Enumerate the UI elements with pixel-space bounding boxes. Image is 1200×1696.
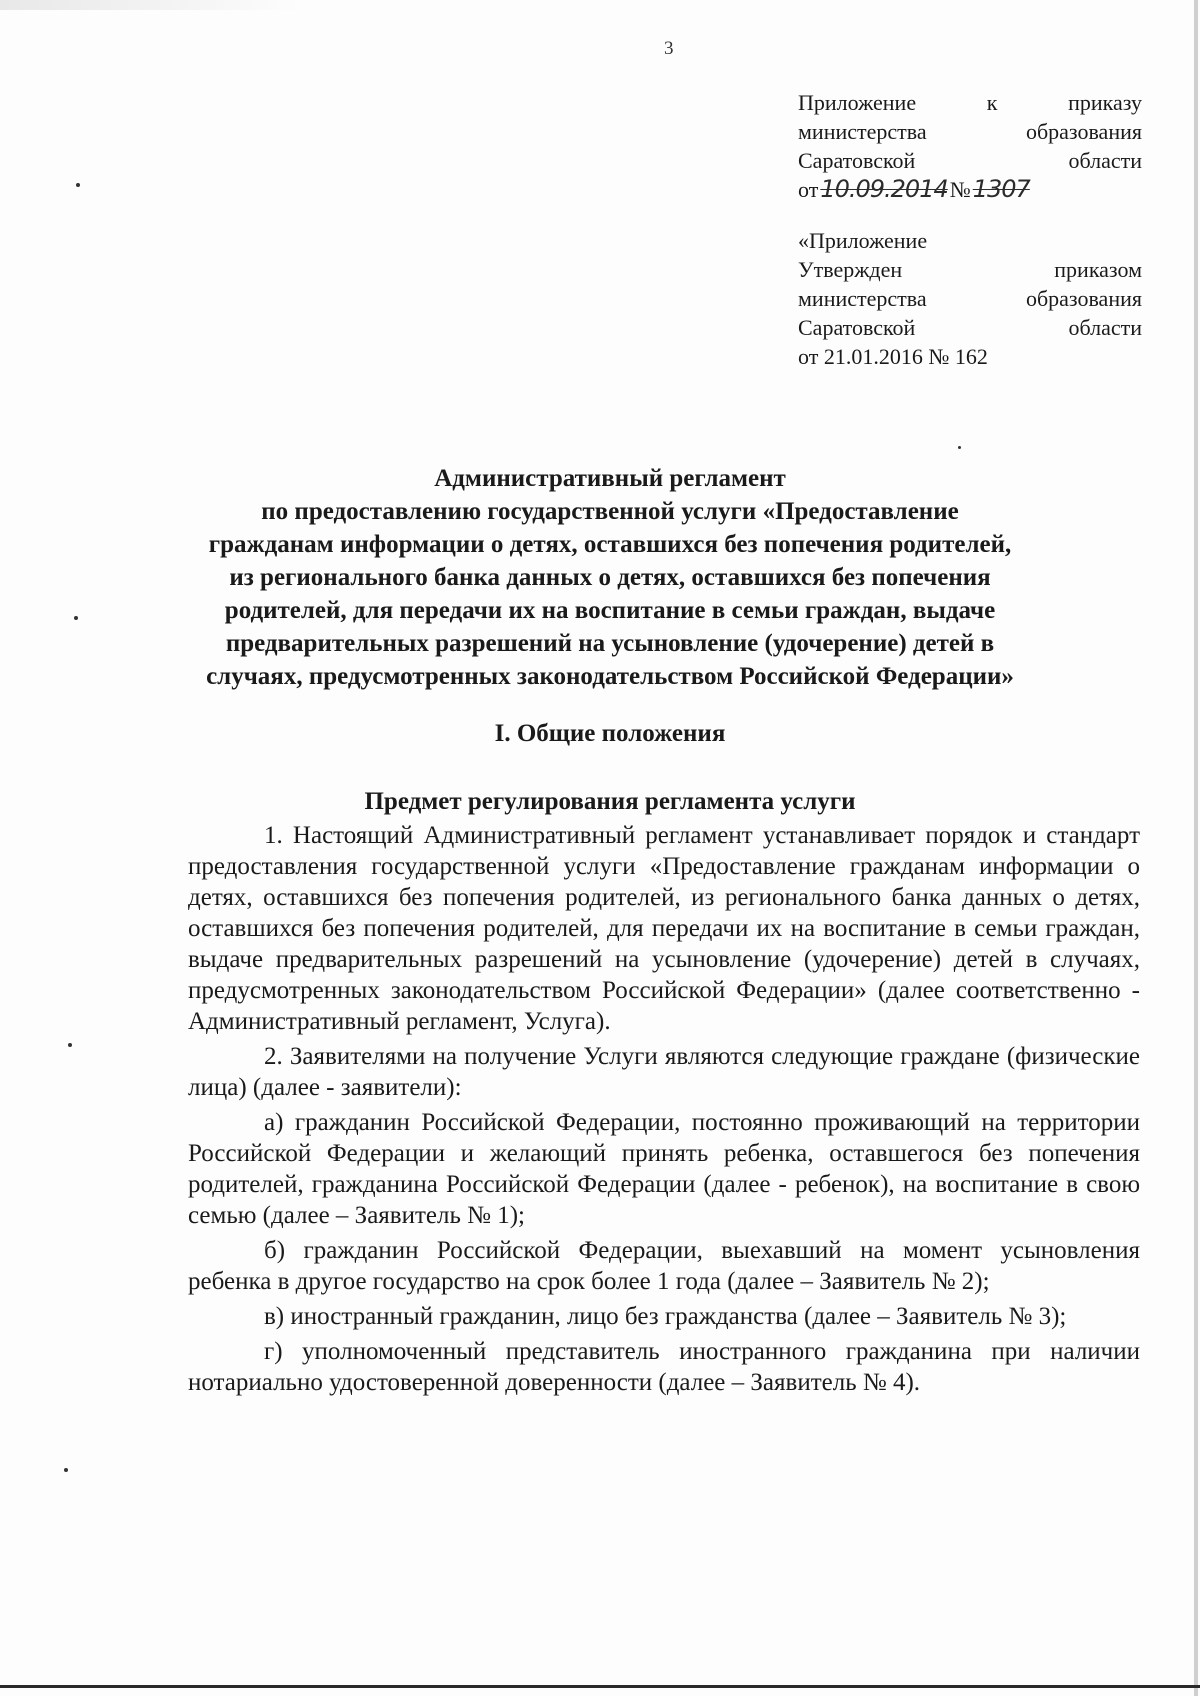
- title-line: по предоставлению государственной услуги «Предоставление: [261, 498, 959, 525]
- title-line: случаях, предусмотренных законодательством Российской Федерации»: [206, 663, 1014, 690]
- page-number: 3: [664, 38, 674, 59]
- section-heading: I. Общие положения: [494, 720, 726, 747]
- scan-artifact-top: [0, 0, 300, 10]
- title-line: Административный регламент: [434, 465, 786, 492]
- paragraph: 1. Настоящий Административный регламент устанавливает порядок и стандарт предоставления государственной услуги «Предоставление гражданам информации о детях, оставшихся без попечения родителей, из регионального банка данных о детях, оставшихся без попечения родителей, для передачи их на воспитание в семьи граждан, выдаче предварительных разрешений на усыновление (удочерение) детей в случаях, предусмотренных законодательством Российской Федерации» (далее соответственно - Административный регламент, Услуга).: [188, 822, 1140, 1035]
- approved-by-block: [798, 226, 1142, 371]
- paragraph: в) иностранный гражданин, лицо без гражданства (далее – Заявитель № 3);: [264, 1303, 1067, 1330]
- approved-date-line: от 21.01.2016 № 162: [798, 344, 988, 369]
- body-text: [188, 820, 1140, 1400]
- paragraph: 2. Заявителями на получение Услуги являются следующие граждане (физические лица) (далее - заявители):: [188, 1043, 1140, 1101]
- document-title: [80, 462, 1140, 693]
- order-date-line: от 10.09.2014 № 1307: [798, 175, 1030, 203]
- paragraph: а) гражданин Российской Федерации, постоянно проживающий на территории Российской Федерации и желающий принять ребенка, оставшегося без попечения родителей, гражданина Российской Федерации (далее - ребенок), на воспитание в свою семью (далее – Заявитель № 1);: [188, 1109, 1140, 1229]
- scan-artifact-right: [1194, 0, 1198, 1696]
- title-line: из регионального банка данных о детях, оставшихся без попечения: [229, 564, 991, 591]
- subsection-heading: Предмет регулирования регламента услуги: [364, 788, 856, 815]
- approved-line: «Приложение: [798, 228, 928, 253]
- appendix-line: министерства образования: [798, 119, 1142, 144]
- title-line: родителей, для передачи их на воспитание в семьи граждан, выдаче: [224, 597, 996, 624]
- approved-line: Утвержден приказом: [798, 257, 1142, 282]
- handwritten-order-number: 1307: [972, 175, 1030, 203]
- scan-speck: [958, 446, 961, 449]
- appendix-line: Приложение к приказу: [798, 90, 1142, 115]
- scan-speck: [74, 616, 78, 620]
- scan-speck: [64, 1468, 68, 1472]
- approved-line: Саратовской области: [798, 315, 1142, 340]
- scan-speck: [76, 183, 80, 187]
- scan-artifact-bottom: [0, 1685, 1200, 1688]
- title-line: предварительных разрешений на усыновление (удочерение) детей в: [225, 630, 995, 657]
- appendix-line: Саратовской области: [798, 148, 1142, 173]
- title-line: гражданам информации о детях, оставшихся без попечения родителей,: [208, 531, 1012, 558]
- paragraph: б) гражданин Российской Федерации, выехавший на момент усыновления ребенка в другое государство на срок более 1 года (далее – Заявитель № 2);: [188, 1237, 1140, 1295]
- order-appendix-block: [798, 88, 1142, 204]
- handwritten-order-date: 10.09.2014: [820, 175, 948, 203]
- approved-line: министерства образования: [798, 286, 1142, 311]
- paragraph: г) уполномоченный представитель иностранного гражданина при наличии нотариально удостоверенной доверенности (далее – Заявитель № 4).: [188, 1338, 1140, 1396]
- scan-speck: [68, 1043, 72, 1047]
